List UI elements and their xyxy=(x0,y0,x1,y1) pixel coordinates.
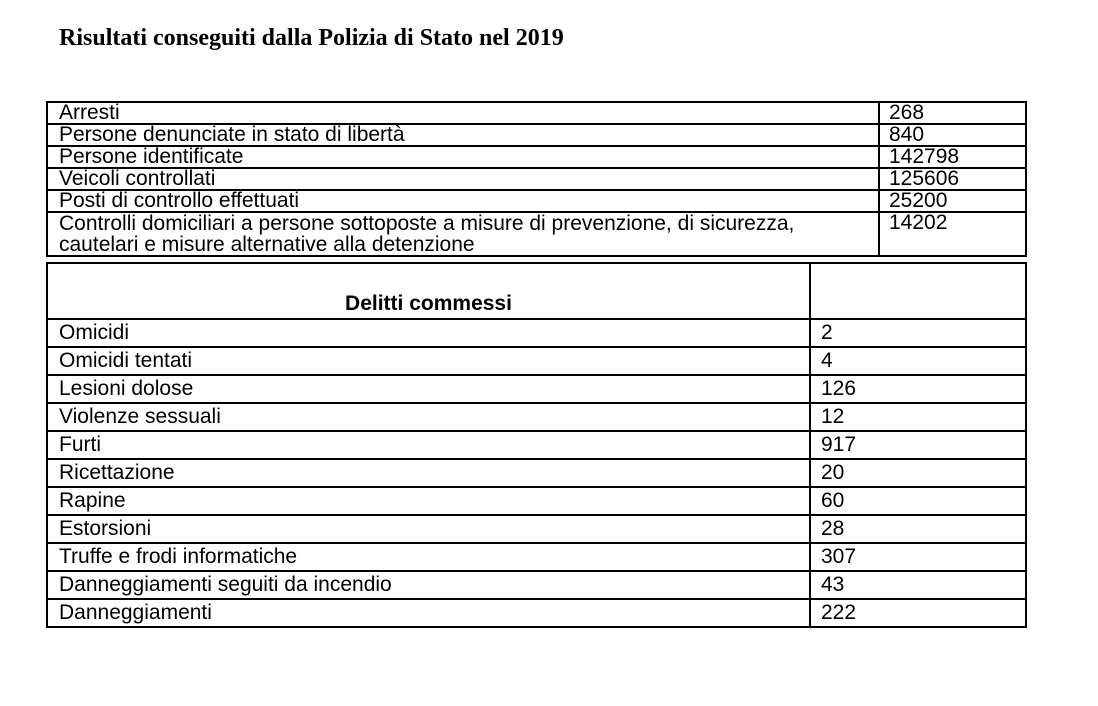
row-value: 60 xyxy=(810,487,1026,515)
document-title: Risultati conseguiti dalla Polizia di Stato nel 2019 xyxy=(59,25,564,51)
table-row xyxy=(47,375,1026,403)
row-label: Persone identificate xyxy=(47,146,879,168)
row-value: 307 xyxy=(810,543,1026,571)
row-value: 125606 xyxy=(879,168,1026,190)
table-row xyxy=(47,431,1026,459)
row-label: Rapine xyxy=(47,487,810,515)
table-row xyxy=(47,571,1026,599)
row-value: 43 xyxy=(810,571,1026,599)
table-row xyxy=(47,487,1026,515)
table-row xyxy=(47,146,1026,168)
row-label: Posti di controllo effettuati xyxy=(47,190,879,212)
crimes-table xyxy=(46,262,1027,628)
row-value: 840 xyxy=(879,124,1026,146)
row-label: Arresti xyxy=(47,102,879,124)
table-row xyxy=(47,459,1026,487)
row-value: 222 xyxy=(810,599,1026,627)
row-label: Omicidi xyxy=(47,319,810,347)
table-row xyxy=(47,599,1026,627)
row-value: 12 xyxy=(810,403,1026,431)
row-value: 268 xyxy=(879,102,1026,124)
row-value: 2 xyxy=(810,319,1026,347)
row-label: Lesioni dolose xyxy=(47,375,810,403)
table-row xyxy=(47,212,1026,256)
table-row xyxy=(47,543,1026,571)
row-value: 4 xyxy=(810,347,1026,375)
summary-table xyxy=(46,101,1027,257)
table-row xyxy=(47,168,1026,190)
table-row xyxy=(47,319,1026,347)
row-value: 28 xyxy=(810,515,1026,543)
table-row xyxy=(47,403,1026,431)
row-label: Danneggiamenti xyxy=(47,599,810,627)
table-row xyxy=(47,190,1026,212)
table-row xyxy=(47,515,1026,543)
table-row xyxy=(47,102,1026,124)
row-label: Controlli domiciliari a persone sottoposte a misure di prevenzione, di sicurezza, cautelari e misure alternative alla detenzione xyxy=(47,212,879,256)
row-value: 142798 xyxy=(879,146,1026,168)
row-label: Omicidi tentati xyxy=(47,347,810,375)
row-label: Ricettazione xyxy=(47,459,810,487)
row-value: 126 xyxy=(810,375,1026,403)
row-label: Persone denunciate in stato di libertà xyxy=(47,124,879,146)
row-label: Furti xyxy=(47,431,810,459)
row-label: Truffe e frodi informatiche xyxy=(47,543,810,571)
table-row xyxy=(47,124,1026,146)
row-value: 917 xyxy=(810,431,1026,459)
row-label: Danneggiamenti seguiti da incendio xyxy=(47,571,810,599)
row-label: Estorsioni xyxy=(47,515,810,543)
row-label: Veicoli controllati xyxy=(47,168,879,190)
row-value: 25200 xyxy=(879,190,1026,212)
table-header-row xyxy=(47,263,1026,319)
row-label: Violenze sessuali xyxy=(47,403,810,431)
crimes-header-value xyxy=(810,263,1026,319)
table-row xyxy=(47,347,1026,375)
row-value: 20 xyxy=(810,459,1026,487)
crimes-header: Delitti commessi xyxy=(47,263,810,319)
row-value: 14202 xyxy=(879,212,1026,256)
